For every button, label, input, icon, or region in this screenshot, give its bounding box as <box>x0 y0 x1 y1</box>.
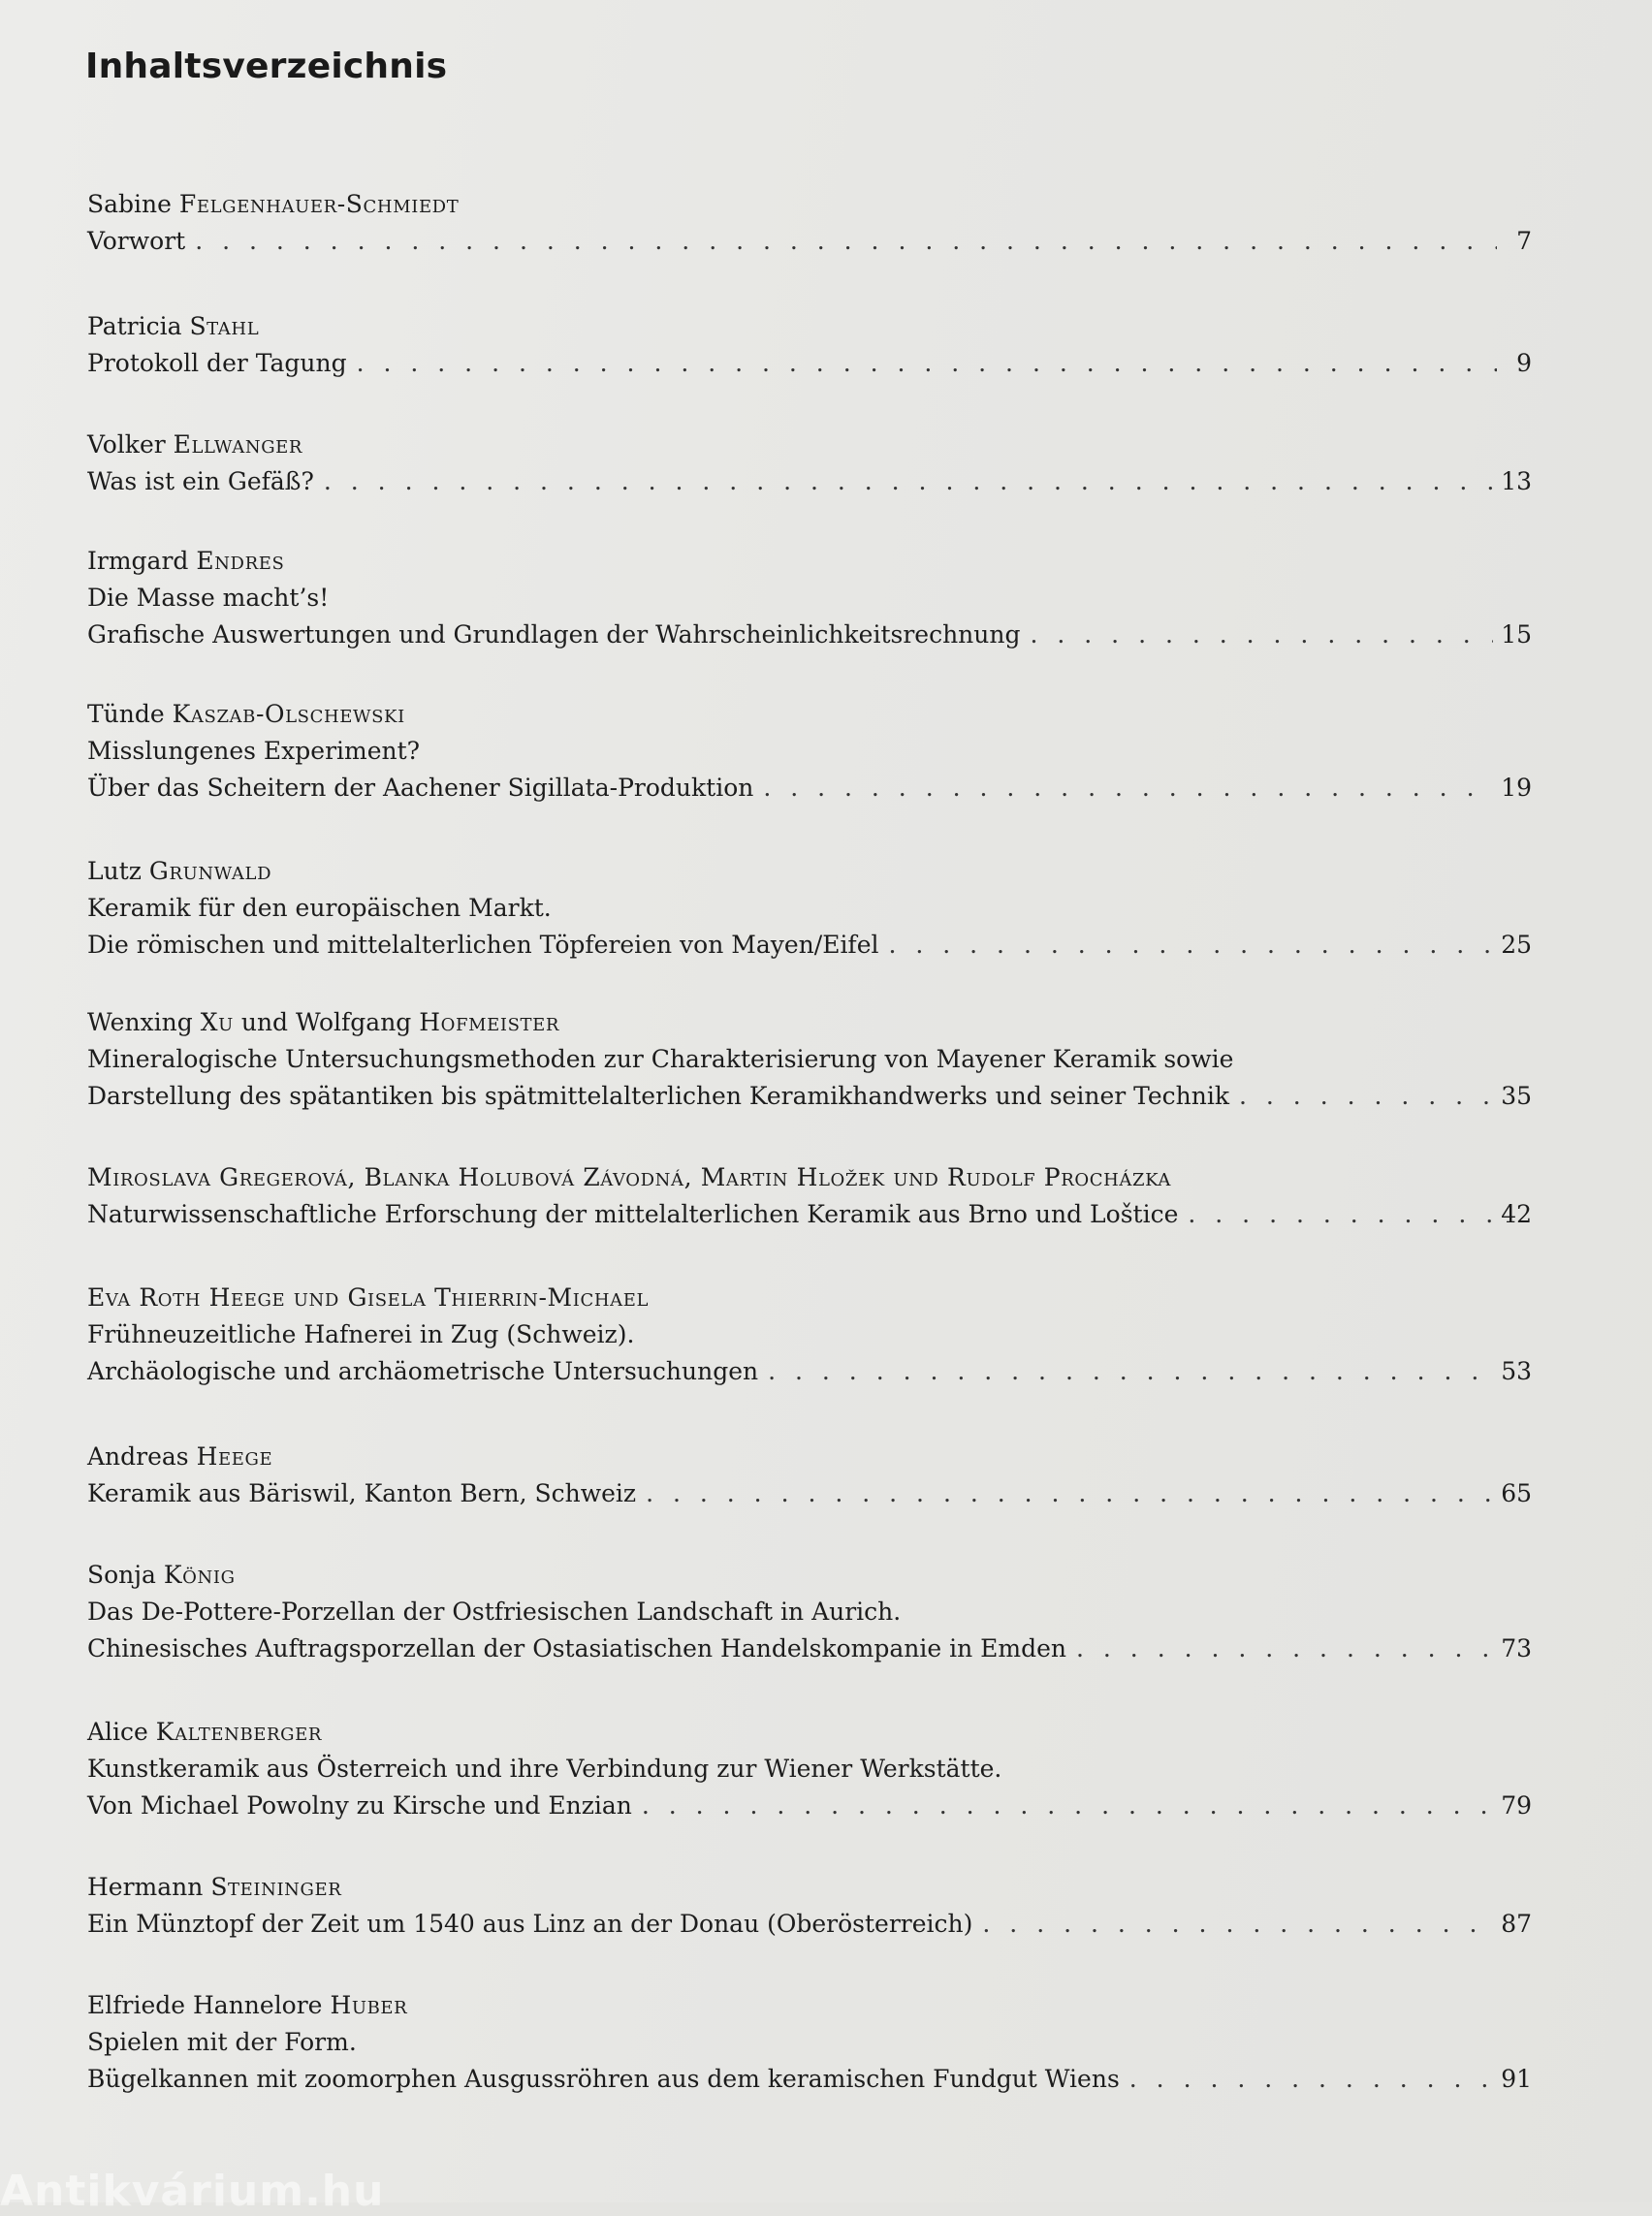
entry-author: Andreas Heege <box>87 1442 273 1471</box>
toc-entry <box>87 1987 1532 2098</box>
entry-author: Volker Ellwanger <box>87 430 303 459</box>
entry-title-line: Naturwissenschaftliche Erforschung der mittelalterlichen Keramik aus Brno und Loštice . . . 42 <box>87 1196 1532 1233</box>
toc-entry <box>87 1439 1532 1512</box>
entry-author: Patricia Stahl <box>87 312 260 340</box>
dot-leader <box>768 1353 1493 1390</box>
dot-leader <box>1129 2061 1493 2098</box>
dot-leader <box>324 463 1493 500</box>
entry-author: Lutz Grunwald <box>87 857 272 885</box>
dot-leader <box>195 223 1497 260</box>
dot-leader <box>982 1906 1493 1943</box>
entry-title-line: Chinesisches Auftragsporzellan der Ostasiatischen Handelskompanie in Emden . . . 73 <box>87 1630 1532 1667</box>
entry-author: Wenxing Xu und Wolfgang Hofmeister <box>87 1008 560 1036</box>
toc-entry <box>87 1869 1532 1943</box>
watermark-logo: Antikvárium.hu <box>0 2167 385 2216</box>
entry-author: Sabine Felgenhauer-Schmiedt <box>87 190 460 218</box>
dot-leader <box>646 1475 1493 1512</box>
entry-title-line: Misslungenes Experiment? <box>87 737 421 765</box>
page-number: 13 <box>1501 467 1532 495</box>
toc-entry <box>87 1714 1532 1824</box>
dot-leader <box>357 345 1497 382</box>
entry-title-line: Darstellung des spätantiken bis spätmittelalterlichen Keramikhandwerks und seiner Technik . . . 35 <box>87 1078 1532 1115</box>
page-number: 25 <box>1501 931 1532 959</box>
entry-title-line: Über das Scheitern der Aachener Sigillata-Produktion . . . 19 <box>87 770 1532 807</box>
page-number: 9 <box>1516 349 1532 377</box>
toc-entry <box>87 427 1532 500</box>
entry-title-line: Kunstkeramik aus Österreich und ihre Verbindung zur Wiener Werkstätte. <box>87 1755 1002 1783</box>
entry-title-line: Grafische Auswertungen und Grundlagen der Wahrscheinlichkeitsrechnung . . . 15 <box>87 617 1532 653</box>
dot-leader <box>763 770 1493 807</box>
entry-title-line: Die Masse macht’s! <box>87 584 330 612</box>
toc-entry <box>87 1280 1532 1390</box>
page-number: 42 <box>1501 1200 1532 1228</box>
page-number: 53 <box>1501 1357 1532 1385</box>
entry-title-line: Frühneuzeitliche Hafnerei in Zug (Schweiz). <box>87 1320 635 1348</box>
entry-title-line: Bügelkannen mit zoomorphen Ausgussröhren aus dem keramischen Fundgut Wiens . . . 91 <box>87 2061 1532 2098</box>
entry-author: Elfriede Hannelore Huber <box>87 1991 408 2019</box>
toc-entry <box>87 696 1532 807</box>
entry-author: Miroslava Gregerová, Blanka Holubová Závodná, Martin Hložek und Rudolf Procházka <box>87 1163 1172 1191</box>
dot-leader <box>1031 617 1494 653</box>
page-number: 19 <box>1501 774 1532 802</box>
page-number: 73 <box>1501 1634 1532 1662</box>
toc-entry <box>87 1557 1532 1667</box>
entry-author: Alice Kaltenberger <box>87 1718 323 1746</box>
entry-title-line: Was ist ein Gefäß? . . . 13 <box>87 463 1532 500</box>
entry-title-line: Archäologische und archäometrische Untersuchungen . . . 53 <box>87 1353 1532 1390</box>
page-number: 15 <box>1501 620 1532 649</box>
toc-entry <box>87 1159 1532 1233</box>
dot-leader <box>1239 1078 1493 1115</box>
entry-author: Eva Roth Heege und Gisela Thierrin-Michael <box>87 1283 650 1312</box>
entry-title-line: Mineralogische Untersuchungsmethoden zur Charakterisierung von Mayener Keramik sowie <box>87 1045 1234 1073</box>
entry-title-line: Spielen mit der Form. <box>87 2028 357 2056</box>
toc-entry <box>87 308 1532 382</box>
entry-author: Tünde Kaszab-Olschewski <box>87 700 405 728</box>
toc-entry <box>87 543 1532 653</box>
entry-title-line: Keramik aus Bäriswil, Kanton Bern, Schweiz . . . 65 <box>87 1475 1532 1512</box>
page-number: 35 <box>1501 1082 1532 1110</box>
dot-leader <box>1188 1196 1493 1233</box>
page-number: 79 <box>1501 1791 1532 1820</box>
page-number: 7 <box>1516 227 1532 255</box>
entry-author: Hermann Steininger <box>87 1873 342 1901</box>
toc-entry <box>87 853 1532 964</box>
page-number: 65 <box>1501 1479 1532 1507</box>
entry-title-line: Protokoll der Tagung . . . 9 <box>87 345 1532 382</box>
entry-title-line: Ein Münztopf der Zeit um 1540 aus Linz an der Donau (Oberösterreich) . . . 87 <box>87 1906 1532 1943</box>
dot-leader <box>888 927 1493 964</box>
dot-leader <box>1076 1630 1493 1667</box>
page-title: Inhaltsverzeichnis <box>85 47 448 86</box>
entry-title-line: Die römischen und mittelalterlichen Töpfereien von Mayen/Eifel . . . 25 <box>87 927 1532 964</box>
toc-entry <box>87 1004 1532 1115</box>
dot-leader <box>642 1788 1493 1824</box>
entry-title-line: Das De-Pottere-Porzellan der Ostfriesischen Landschaft in Aurich. <box>87 1598 902 1626</box>
entry-author: Sonja König <box>87 1561 236 1589</box>
toc-entry <box>87 186 1532 260</box>
entry-author: Irmgard Endres <box>87 547 285 575</box>
entry-title-line: Vorwort . . . 7 <box>87 223 1532 260</box>
entry-title-line: Von Michael Powolny zu Kirsche und Enzian . . . 79 <box>87 1788 1532 1824</box>
entry-title-line: Keramik für den europäischen Markt. <box>87 894 552 922</box>
page-number: 87 <box>1501 1910 1532 1938</box>
page-number: 91 <box>1501 2065 1532 2093</box>
